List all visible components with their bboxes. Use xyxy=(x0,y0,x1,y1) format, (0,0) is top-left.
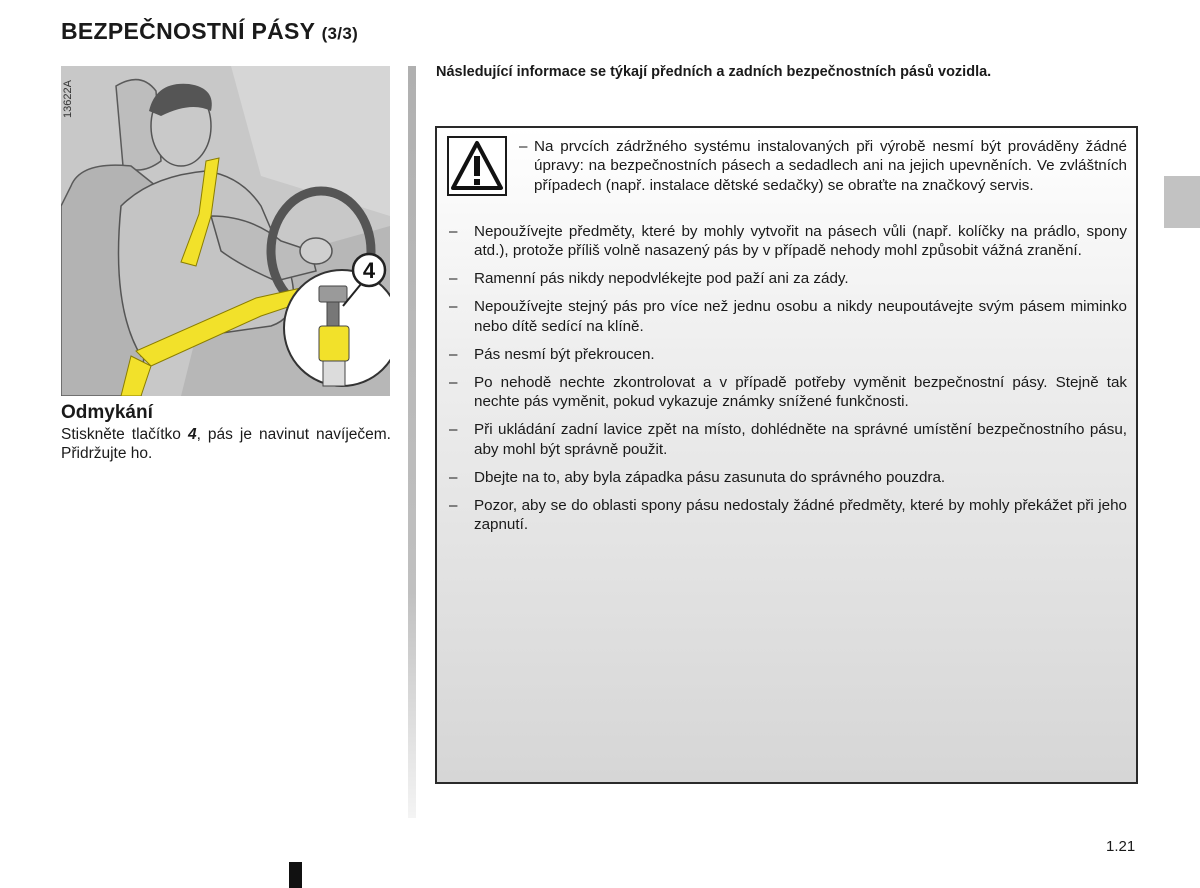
list-item: – Nepoužívejte předměty, které by mohly vytvořit na pásech vůli (např. kolíčky na prádlo, spony atd.), protože příliš volně nasazený pás by v případě nehody mohl způsobit vážná zranění. xyxy=(449,223,1127,260)
print-mark xyxy=(289,862,302,888)
title-part: (3/3) xyxy=(321,24,359,43)
list-item: – Dbejte na to, aby byla západka pásu zasunuta do správného pouzdra. xyxy=(449,468,946,486)
figure-caption xyxy=(61,425,391,463)
caption-button-number: 4 xyxy=(187,426,197,443)
warning-first-item: – Na prvcích zádržného systému instalovaných při výrobě nesmí být prováděny žádné úpravy: na bezpečnostních pásech a sedadlech ani na jejich upevněních. Ve zvláštních případech (např. instalace dětské sedačky) se obraťte na značkový servis. xyxy=(519,138,1127,194)
warning-box xyxy=(435,126,1138,784)
caption-text-after: , pás je navinut navíječem. Přidržujte ho. xyxy=(61,426,391,462)
driver-seatbelt-drawing xyxy=(61,66,390,396)
warning-triangle-icon xyxy=(447,136,507,196)
seatbelt-illustration xyxy=(61,66,390,396)
list-item: – Pás nesmí být překroucen. xyxy=(449,345,655,363)
figure-code-text: 13622A xyxy=(62,80,74,118)
figure-code xyxy=(60,66,76,132)
column-divider xyxy=(408,66,416,818)
intro-text: Následující informace se týkají předních a zadních bezpečnostních pásů vozidla. xyxy=(436,64,992,80)
list-item: – Ramenní pás nikdy nepodvlékejte pod paží ani za zády. xyxy=(449,270,849,288)
title-text: BEZPEČNOSTNÍ PÁSY xyxy=(61,18,315,44)
page-number: 1.21 xyxy=(1106,838,1136,855)
section-subheading: Odmykání xyxy=(61,402,153,423)
warning-first-text: Na prvcích zádržného systému instalovaných při výrobě nesmí být prováděny žádné úpravy: na bezpečnostních pásech a sedadlech ani na jejich upevněních. Ve zvláštních případech (např. instalace dětské sedačky) se obraťte na značkový servis. xyxy=(534,138,1127,194)
caption-text-before: Stiskněte tlačítko xyxy=(61,426,188,443)
list-item: – Při ukládání zadní lavice zpět na místo, dohlédněte na správné umístění bezpečnostního pásu, aby mohl být správně použit. xyxy=(449,421,1127,458)
page-title xyxy=(61,18,358,45)
list-item: – Pozor, aby se do oblasti spony pásu nedostaly žádné předměty, které by mohly překážet při jeho zapnutí. xyxy=(449,496,1127,534)
list-item: – Nepoužívejte stejný pás pro více než jednu osobu a nikdy neupoutávejte svým pásem miminko nebo dítě sedící na klíně. xyxy=(449,298,1127,335)
callout-4-label: 4 xyxy=(362,258,376,283)
warning-list xyxy=(449,222,1127,543)
chapter-tab-marker xyxy=(1164,176,1200,228)
list-item: – Po nehodě nechte zkontrolovat a v případě potřeby vyměnit bezpečnostní pásy. Stejně tak nechte pás vyměnit, pokud vykazuje známky snížené funkčnosti. xyxy=(449,373,1127,411)
